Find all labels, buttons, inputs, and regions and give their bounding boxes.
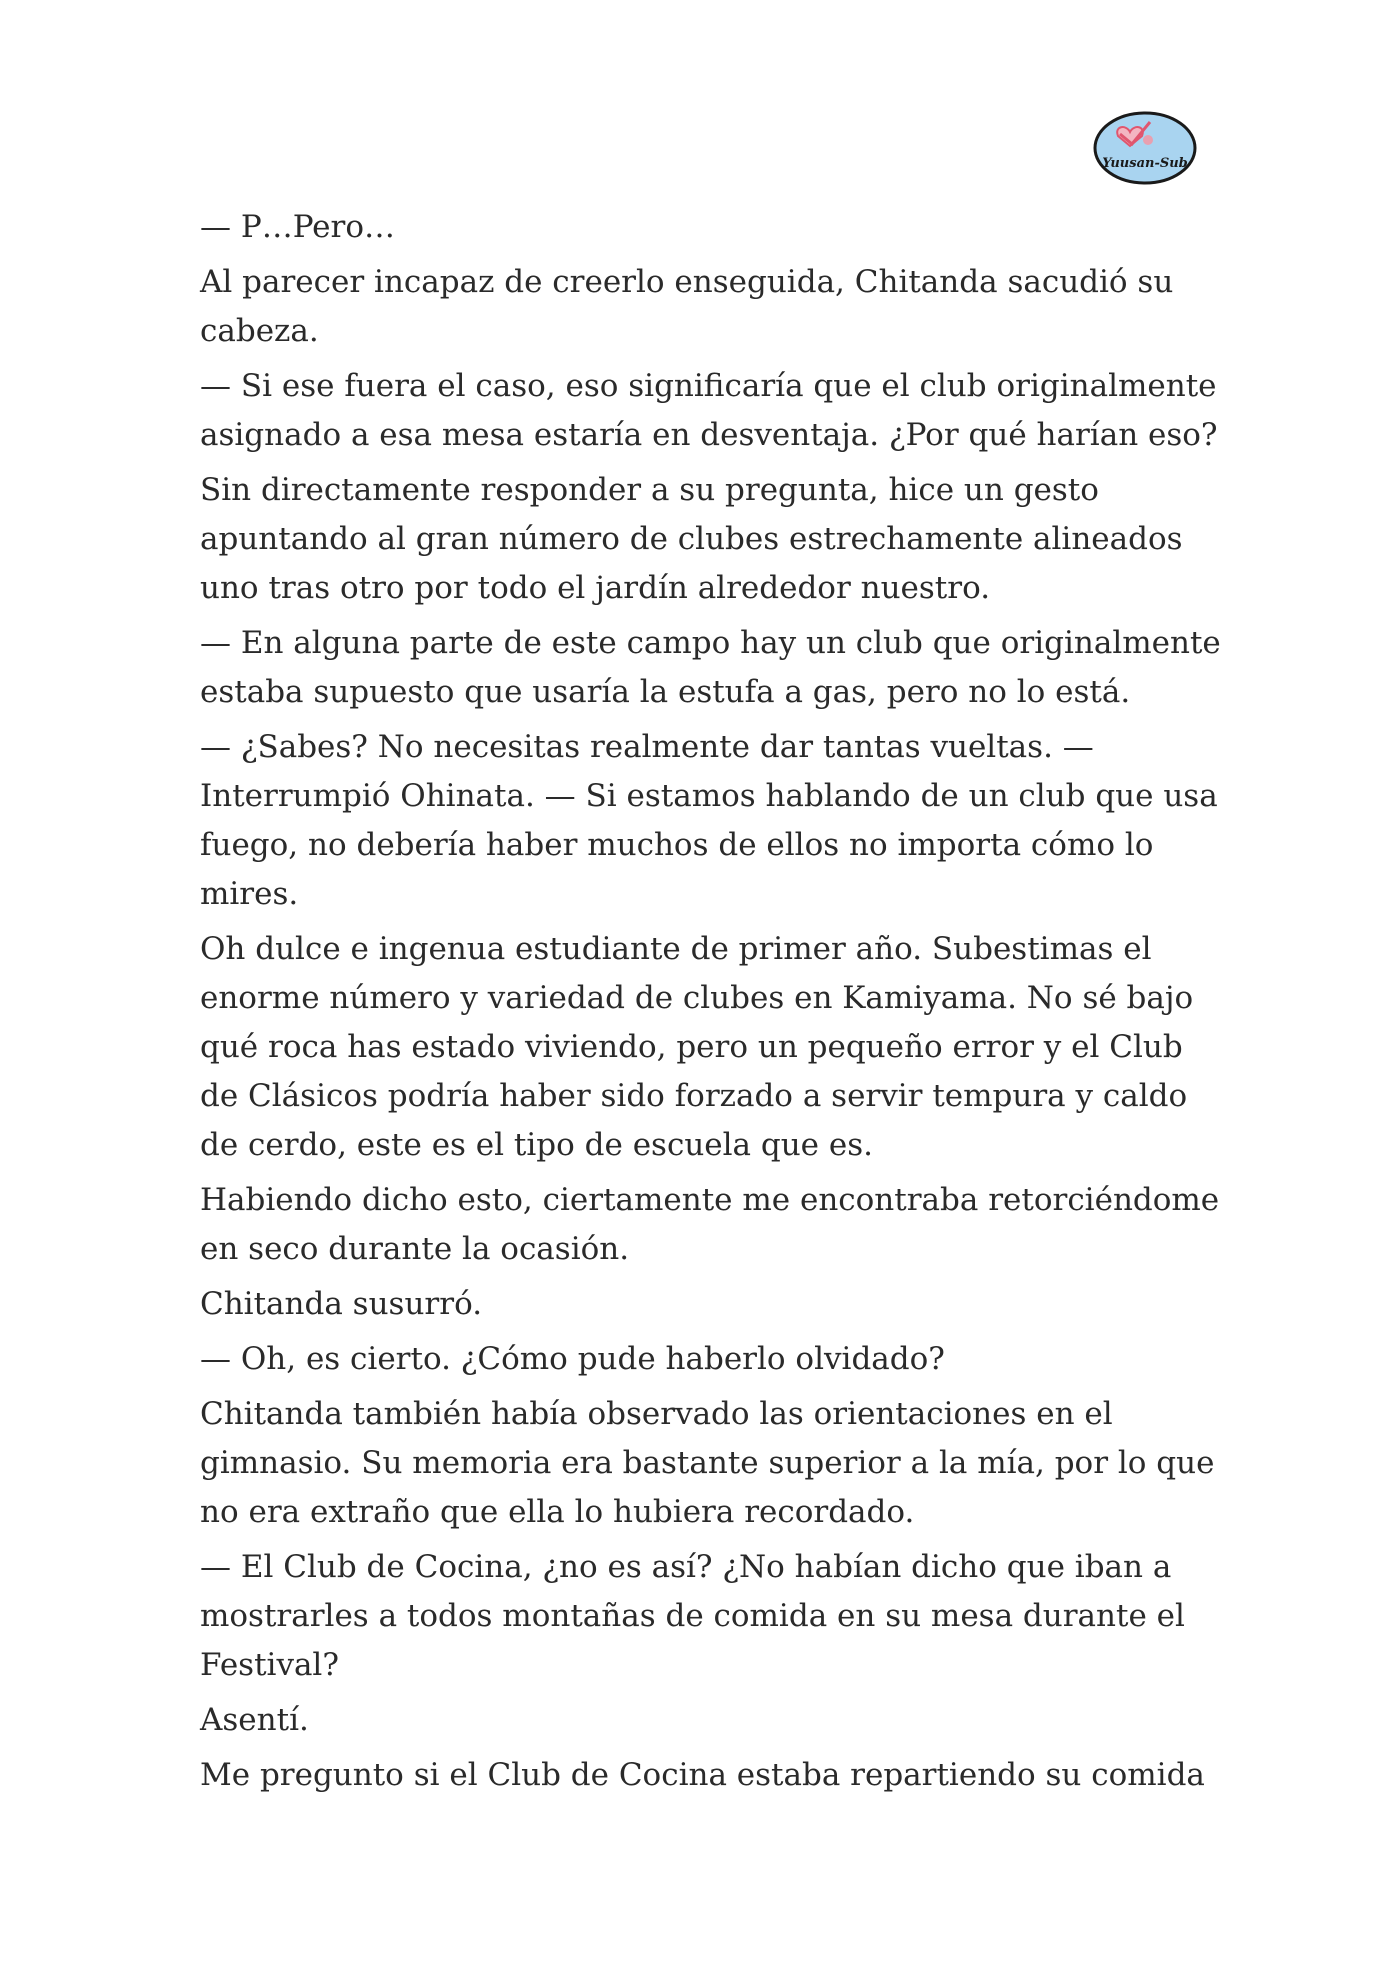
paragraph	[200, 362, 1218, 460]
yuusan-sub-logo	[1090, 104, 1200, 186]
text-line: cabeza.	[200, 313, 319, 349]
paragraph	[200, 203, 1210, 252]
paragraph	[200, 466, 1210, 613]
paragraph	[200, 619, 1221, 717]
paragraph	[200, 1751, 1210, 1800]
text-line: enorme número y variedad de clubes en Kamiyama. No sé bajo	[200, 980, 1194, 1016]
text-line: Oh dulce e ingenua estudiante de primer año. Subestimas el	[200, 931, 1152, 967]
text-line: fuego, no debería haber muchos de ellos no importa cómo lo	[200, 827, 1154, 863]
text-line: Festival?	[200, 1647, 339, 1683]
paragraph	[200, 1176, 1220, 1274]
text-line: mires.	[200, 876, 299, 912]
text-line: Al parecer incapaz de creerlo enseguida, Chitanda sacudió su	[200, 264, 1174, 300]
text-line: — Si ese fuera el caso, eso significaría que el club originalmente	[200, 368, 1217, 404]
paragraph	[200, 925, 1210, 1170]
text-line: Me pregunto si el Club de Cocina estaba repartiendo su comida	[200, 1757, 1205, 1793]
text-line: Chitanda susurró.	[200, 1286, 483, 1322]
paragraph	[200, 723, 1218, 919]
text-line: Interrumpió Ohinata. — Si estamos hablando de un club que usa	[200, 778, 1218, 814]
paragraph	[200, 258, 1210, 356]
text-line: Sin directamente responder a su pregunta, hice un gesto	[200, 472, 1099, 508]
paragraph	[200, 1543, 1210, 1690]
text-line: — P…Pero…	[200, 209, 396, 245]
body-text	[200, 203, 1221, 1806]
text-line: — El Club de Cocina, ¿no es así? ¿No habían dicho que iban a	[200, 1549, 1172, 1585]
text-line: estaba supuesto que usaría la estufa a gas, pero no lo está.	[200, 674, 1131, 710]
text-line: — En alguna parte de este campo hay un club que originalmente	[200, 625, 1221, 661]
text-line: no era extraño que ella lo hubiera recordado.	[200, 1494, 915, 1530]
paragraph	[200, 1335, 1210, 1384]
text-line: qué roca has estado viviendo, pero un pequeño error y el Club	[200, 1029, 1183, 1065]
heart-dot-icon	[1143, 135, 1153, 145]
text-line: apuntando al gran número de clubes estrechamente alineados	[200, 521, 1183, 557]
text-line: Chitanda también había observado las orientaciones en el	[200, 1396, 1113, 1432]
text-line: mostrarles a todos montañas de comida en su mesa durante el	[200, 1598, 1185, 1634]
logo-text: Yuusan-Sub	[1102, 156, 1188, 171]
text-line: uno tras otro por todo el jardín alrededor nuestro.	[200, 570, 991, 606]
logo-badge-shape	[1095, 113, 1195, 183]
text-line: de Clásicos podría haber sido forzado a servir tempura y caldo	[200, 1078, 1188, 1114]
paragraph	[200, 1390, 1215, 1537]
paragraph	[200, 1696, 1210, 1745]
text-line: — Oh, es cierto. ¿Cómo pude haberlo olvidado?	[200, 1341, 945, 1377]
text-line: Asentí.	[200, 1702, 309, 1738]
text-line: Habiendo dicho esto, ciertamente me encontraba retorciéndome	[200, 1182, 1220, 1218]
text-line: en seco durante la ocasión.	[200, 1231, 630, 1267]
text-line: asignado a esa mesa estaría en desventaja. ¿Por qué harían eso?	[200, 417, 1218, 453]
text-line: de cerdo, este es el tipo de escuela que es.	[200, 1127, 873, 1163]
text-line: gimnasio. Su memoria era bastante superior a la mía, por lo que	[200, 1445, 1215, 1481]
paragraph	[200, 1280, 1210, 1329]
text-line: — ¿Sabes? No necesitas realmente dar tantas vueltas. —	[200, 729, 1094, 765]
